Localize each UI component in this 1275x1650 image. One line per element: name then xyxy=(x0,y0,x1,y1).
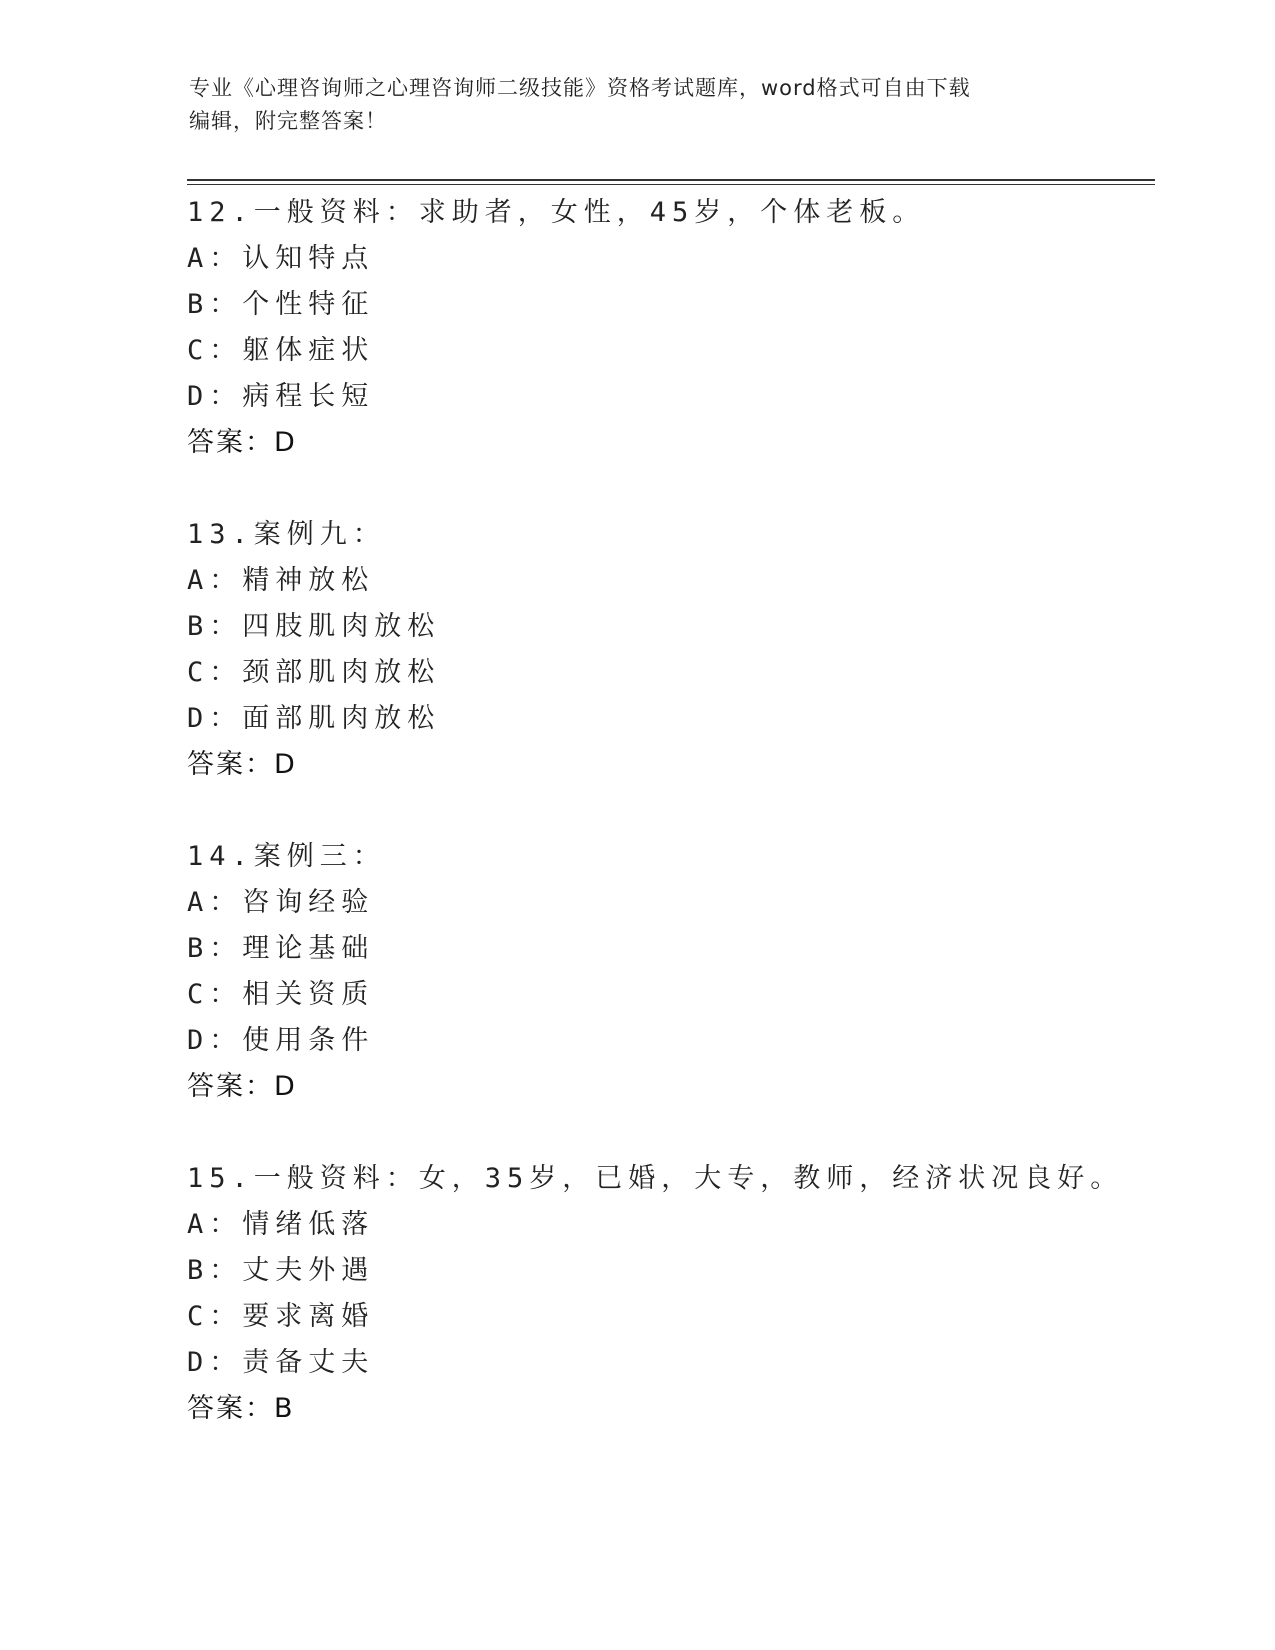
question-13 xyxy=(187,512,1147,788)
option-d: D：使用条件 xyxy=(187,1025,375,1056)
option-c: C：颈部肌肉放松 xyxy=(187,657,441,688)
question-stem: 12.一般资料：求助者，女性，45岁，个体老板。 xyxy=(187,197,926,228)
header-divider-thin xyxy=(187,184,1155,185)
answer-line: 答案：D xyxy=(187,749,297,780)
option-c: C：要求离婚 xyxy=(187,1301,375,1332)
question-list xyxy=(187,190,1147,1478)
option-c: C：躯体症状 xyxy=(187,335,375,366)
option-b: B：丈夫外遇 xyxy=(187,1255,375,1286)
header-divider-thick xyxy=(187,179,1155,181)
option-d: D：面部肌肉放松 xyxy=(187,703,441,734)
question-12 xyxy=(187,190,1147,466)
answer-line: 答案：D xyxy=(187,427,297,458)
document-header xyxy=(189,72,1089,138)
option-b: B：理论基础 xyxy=(187,933,375,964)
option-a: A：咨询经验 xyxy=(187,887,375,918)
question-stem: 14.案例三： xyxy=(187,841,386,872)
answer-line: 答案：D xyxy=(187,1071,297,1102)
option-a: A：情绪低落 xyxy=(187,1209,375,1240)
option-c: C：相关资质 xyxy=(187,979,375,1010)
option-a: A：认知特点 xyxy=(187,243,375,274)
option-b: B：四肢肌肉放松 xyxy=(187,611,441,642)
question-stem: 13.案例九： xyxy=(187,519,386,550)
header-line-2: 编辑，附完整答案！ xyxy=(189,109,387,133)
option-d: D：病程长短 xyxy=(187,381,375,412)
option-b: B：个性特征 xyxy=(187,289,375,320)
header-line-1: 专业《心理咨询师之心理咨询师二级技能》资格考试题库，word格式可自由下载 xyxy=(189,76,971,100)
question-stem: 15.一般资料：女，35岁，已婚，大专，教师，经济状况良好。 xyxy=(187,1163,1124,1194)
question-14 xyxy=(187,834,1147,1110)
option-a: A：精神放松 xyxy=(187,565,375,596)
answer-line: 答案：B xyxy=(187,1393,295,1424)
question-15 xyxy=(187,1156,1147,1432)
option-d: D：责备丈夫 xyxy=(187,1347,375,1378)
